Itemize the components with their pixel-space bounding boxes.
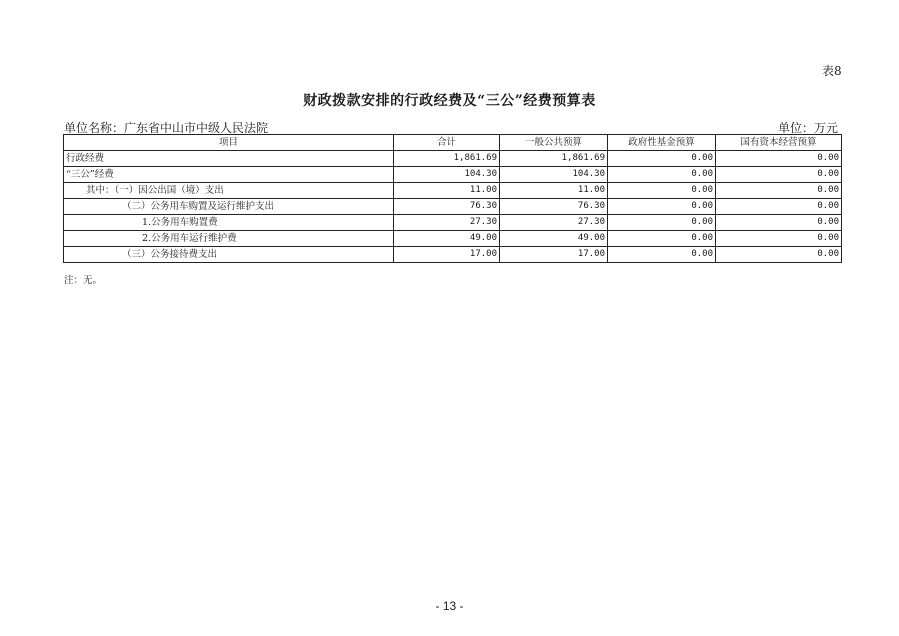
table-number-label: 表8 (822, 64, 842, 78)
row-general: 11.00 (500, 183, 608, 199)
row-total: 49.00 (394, 231, 500, 247)
row-total: 17.00 (394, 247, 500, 263)
row-fund: 0.00 (608, 199, 716, 215)
table-row (64, 247, 842, 263)
unit-measure: 单位：万元 (778, 121, 839, 135)
header-total: 合计 (394, 135, 500, 151)
row-general: 104.30 (500, 167, 608, 183)
row-capital: 0.00 (716, 151, 842, 167)
row-total: 76.30 (394, 199, 500, 215)
row-fund: 0.00 (608, 151, 716, 167)
row-capital: 0.00 (716, 199, 842, 215)
row-capital: 0.00 (716, 231, 842, 247)
row-general: 76.30 (500, 199, 608, 215)
table-header-row (64, 135, 842, 151)
row-fund: 0.00 (608, 183, 716, 199)
row-total: 104.30 (394, 167, 500, 183)
row-name: “三公”经费 (64, 167, 394, 183)
header-item: 项目 (64, 135, 394, 151)
row-name: （二）公务用车购置及运行维护支出 (64, 199, 394, 215)
row-name: 行政经费 (64, 151, 394, 167)
unit-name: 单位名称：广东省中山市中级人民法院 (64, 121, 269, 135)
row-name: 其中：（一）因公出国（境）支出 (64, 183, 394, 199)
row-capital: 0.00 (716, 247, 842, 263)
row-general: 27.30 (500, 215, 608, 231)
table-row (64, 167, 842, 183)
row-total: 11.00 (394, 183, 500, 199)
row-total: 27.30 (394, 215, 500, 231)
row-name: （三）公务接待费支出 (64, 247, 394, 263)
row-total: 1,861.69 (394, 151, 500, 167)
header-general-budget: 一般公共预算 (500, 135, 608, 151)
row-general: 1,861.69 (500, 151, 608, 167)
header-fund-budget: 政府性基金预算 (608, 135, 716, 151)
header-capital-budget: 国有资本经营预算 (716, 135, 842, 151)
table-note: 注：无。 (64, 275, 103, 286)
row-fund: 0.00 (608, 247, 716, 263)
table-row (64, 215, 842, 231)
row-capital: 0.00 (716, 215, 842, 231)
row-name: 2.公务用车运行维护费 (64, 231, 394, 247)
row-fund: 0.00 (608, 215, 716, 231)
table-row (64, 231, 842, 247)
page-number: - 13 - (435, 599, 464, 613)
row-fund: 0.00 (608, 231, 716, 247)
table-row (64, 151, 842, 167)
page-title: 财政拨款安排的行政经费及“三公”经费预算表 (303, 93, 596, 109)
row-name: 1.公务用车购置费 (64, 215, 394, 231)
row-capital: 0.00 (716, 167, 842, 183)
row-general: 17.00 (500, 247, 608, 263)
row-general: 49.00 (500, 231, 608, 247)
table-row (64, 183, 842, 199)
row-fund: 0.00 (608, 167, 716, 183)
table-row (64, 199, 842, 215)
budget-table (63, 134, 842, 263)
row-capital: 0.00 (716, 183, 842, 199)
